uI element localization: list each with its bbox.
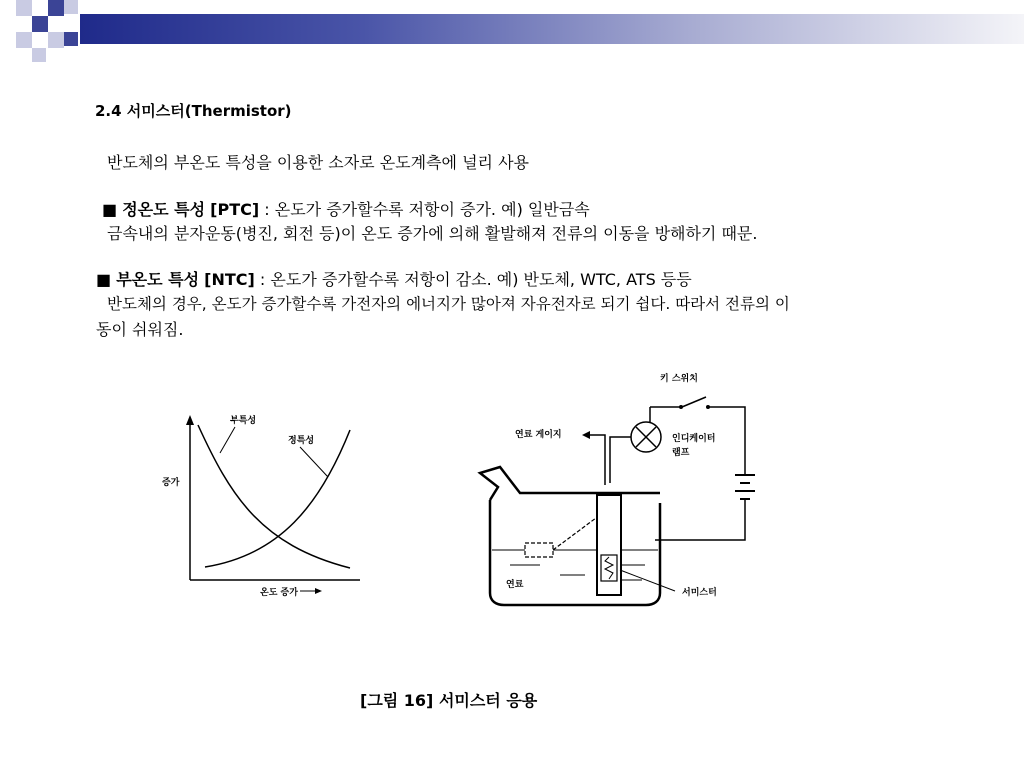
x-axis-label: 온도 증가 [260,588,298,598]
deco-square [32,48,46,62]
deco-square [16,0,32,16]
float [525,543,553,557]
ptc-heading: 정온도 특성 [122,200,206,219]
y-axis-arrow [186,415,194,425]
ptc-tag: [PTC] [210,200,260,219]
ptc-line [102,197,590,220]
ntc-heading: 부온도 특성 [116,270,200,289]
ptc-description: : 온도가 증가할수록 저항이 증가. 예) 일반금속 [259,200,590,219]
deco-square [32,16,48,32]
wire [655,499,745,540]
x-arrow-head [315,588,322,594]
indicator-label-2: 램프 [672,448,690,458]
temperature-curve-graph [160,405,370,605]
deco-square [48,0,64,16]
key-switch-label: 키 스위치 [660,374,698,384]
deco-square [64,32,78,46]
ntc-detail-1: 반도체의 경우, 온도가 증가할수록 가전자의 에너지가 많아져 자유전자로 되기 쉽다. 따라서 전류의 이 [107,295,790,313]
ntc-bullet: ■ [96,270,112,289]
y-axis-label: 증가 [162,478,180,488]
deco-square [48,32,64,48]
header-decoration [0,0,1024,62]
ptc-leader-line [300,447,328,477]
section-title: 2.4 서미스터(Thermistor) [95,102,292,120]
switch-contact [679,405,683,409]
ntc-leader-line [220,427,235,453]
fuel-gauge-label: 연료 게이지 [515,430,562,440]
ntc-line [96,267,692,290]
float-arm [553,515,600,550]
deco-square [64,0,78,14]
ntc-detail-2: 동이 쉬워짐. [96,320,184,339]
fuel-label: 연료 [506,580,524,590]
ptc-bullet: ■ [102,200,118,219]
filler-neck [480,467,590,500]
deco-square [16,32,32,48]
ntc-curve-label: 부특성 [230,416,257,426]
thermistor-label: 서미스터 [682,588,717,598]
header-gradient-band [80,14,1024,44]
ptc-curve-label: 정특성 [288,436,315,446]
key-switch[interactable] [682,397,706,407]
indicator-label-1: 인디케이터 [672,434,716,444]
ptc-curve [205,430,350,567]
ntc-description: : 온도가 증가할수록 저항이 감소. 예) 반도체, WTC, ATS 등등 [254,270,692,289]
ptc-detail: 금속내의 분자운동(병진, 회전 등)이 온도 증가에 의해 활발해져 전류의 이동을 방해하기 때문. [107,224,758,243]
gauge-wire [588,435,605,485]
figure-caption: [그림 16] 서미스터 응용 [360,691,538,710]
ntc-tag: [NTC] [204,270,255,289]
intro-text: 반도체의 부온도 특성을 이용한 소자로 온도계측에 널리 사용 [107,153,530,172]
ntc-curve [198,425,350,568]
wire [610,437,631,483]
fuel-tank-circuit-diagram [470,365,770,615]
thermistor-element [601,555,617,581]
gauge-arrow [582,431,590,439]
